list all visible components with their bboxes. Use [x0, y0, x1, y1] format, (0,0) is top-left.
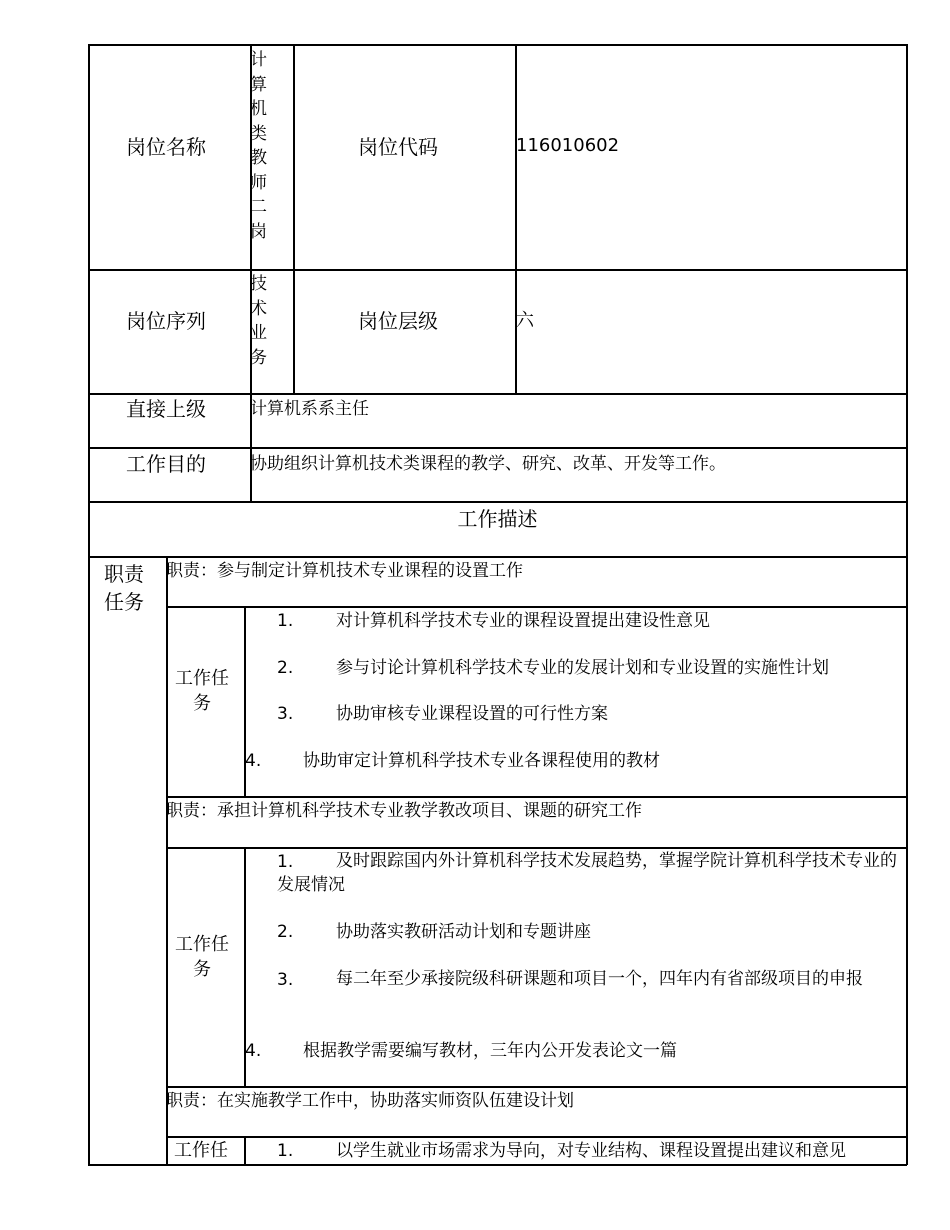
task-text: 根据教学需要编写教材，三年内公开发表论文一篇: [303, 1041, 677, 1061]
duty-title: 职责：承担计算机科学技术专业教学教改项目、课题的研究工作: [166, 801, 642, 821]
task-text-content: 每二年至少承接院级科研课题和项目一个，四年内有省部级项目的申报: [336, 969, 863, 989]
purpose-label: 工作目的: [126, 452, 206, 476]
task-label: 工作任务: [175, 668, 229, 714]
post-series-value: 技术业务: [250, 274, 267, 368]
task-number: 1.: [277, 611, 294, 631]
task-number: 2.: [277, 658, 294, 678]
task-number: 1.: [277, 1141, 294, 1161]
duty-title: 职责：参与制定计算机技术专业课程的设置工作: [166, 561, 523, 581]
task-label-cut: 工作任: [174, 1140, 228, 1161]
task-text: 以学生就业市场需求为导向，对专业结构、课程设置提出建议和意见: [336, 1141, 846, 1161]
supervisor-value: 计算机系系主任: [250, 399, 369, 419]
task-text: 参与讨论计算机科学技术专业的发展计划和专业设置的实施性计划: [336, 658, 829, 678]
supervisor-label: 直接上级: [126, 397, 206, 421]
post-series-label: 岗位序列: [126, 309, 206, 333]
task-number: 3.: [277, 704, 294, 724]
task-number: 1.: [277, 852, 294, 872]
task-text: [277, 967, 899, 991]
task-number: 3.: [277, 970, 294, 990]
purpose-value: 协助组织计算机技术类课程的教学、研究、改革、开发等工作。: [250, 454, 726, 474]
section-label: 职责任务: [104, 562, 144, 614]
post-name-label: 岗位名称: [126, 135, 206, 159]
duty-title: 职责：在实施教学工作中，协助落实师资队伍建设计划: [166, 1091, 574, 1111]
post-code-label: 岗位代码: [358, 135, 438, 159]
description-title: 工作描述: [457, 507, 538, 531]
task-text: 协助落实教研活动计划和专题讲座: [336, 922, 591, 942]
task-text: 对计算机科学技术专业的课程设置提出建设性意见: [336, 611, 710, 631]
post-level-value: 六: [516, 310, 534, 331]
task-label: 工作任务: [175, 934, 229, 980]
task-number: 2.: [277, 922, 294, 942]
task-number: 4.: [245, 751, 262, 771]
post-level-label: 岗位层级: [358, 309, 438, 333]
task-text-content: 及时跟踪国内外计算机科学技术发展趋势，掌握学院计算机科学技术专业的发展情况: [277, 851, 897, 895]
post-name-value: 计算机类教师二岗: [250, 50, 267, 242]
task-text: 协助审核专业课程设置的可行性方案: [336, 704, 608, 724]
task-number: 4.: [245, 1041, 262, 1061]
task-text: 协助审定计算机科学技术专业各课程使用的教材: [303, 751, 660, 771]
post-code-value: 116010602: [516, 135, 620, 156]
task-text: [277, 849, 899, 897]
